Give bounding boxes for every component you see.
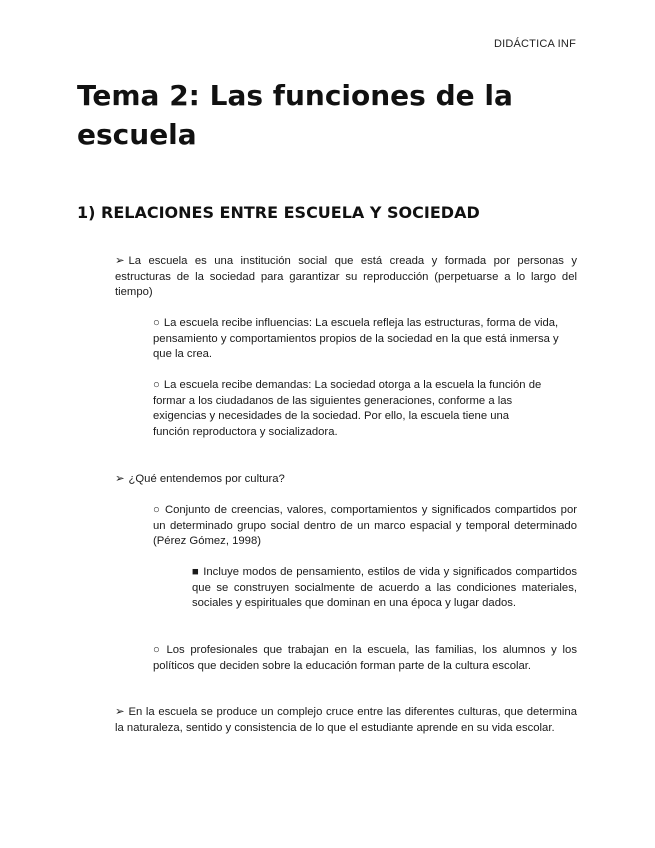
arrow-bullet-icon: ➢: [115, 255, 125, 267]
paragraph-influencias: [153, 316, 577, 363]
paragraph-text: La escuela recibe demandas: La sociedad otorga a la escuela la función de formar a los ciudadanos de las siguientes generaciones, conforme a las exigencias y necesidades de la sociedad. Por ello, la escuela tiene una función reproductora y socializadora.: [153, 379, 542, 438]
paragraph-text: Incluye modos de pensamiento, estilos de vida y significados compartidos que se construyen socialmente de acuerdo a las condiciones materiales, sociales y espirituales que dominan en una época y lugar dados.: [192, 566, 578, 610]
section-heading: 1) RELACIONES ENTRE ESCUELA Y SOCIEDAD: [77, 203, 480, 222]
circle-bullet-icon: ○: [153, 379, 160, 391]
paragraph-cultura-escolar: [153, 643, 577, 674]
circle-bullet-icon: ○: [153, 504, 161, 516]
circle-bullet-icon: ○: [153, 317, 160, 329]
paragraph-definicion-cultura: [153, 503, 577, 550]
paragraph-text: Conjunto de creencias, valores, comportamientos y significados compartidos por un determinado grupo social dentro de un marco espacial y temporal determinado (Pérez Gómez, 1998): [153, 504, 578, 548]
arrow-bullet-icon: ➢: [115, 706, 125, 718]
paragraph-modos-pensamiento: [192, 565, 577, 612]
paragraph-text: Los profesionales que trabajan en la escuela, las familias, los alumnos y los políticos que deciden sobre la educación forman parte de la cultura escolar.: [153, 644, 577, 672]
paragraph-demandas: [153, 378, 548, 440]
circle-bullet-icon: ○: [153, 644, 163, 656]
paragraph-cruce-culturas: [115, 705, 577, 736]
square-bullet-icon: ■: [192, 566, 200, 578]
paragraph-text: La escuela recibe influencias: La escuela refleja las estructuras, forma de vida, pensamiento y comportamientos propios de la sociedad en la que está inmersa y que la crea.: [153, 317, 559, 361]
paragraph-text: La escuela es una institución social que está creada y formada por personas y estructuras de la sociedad para garantizar su reproducción (perpetuarse a lo largo del tiempo): [115, 255, 577, 299]
paragraph-escuela-institucion: [115, 254, 577, 301]
page-title: Tema 2: Las funciones de la escuela: [77, 79, 513, 151]
paragraph-text: ¿Qué entendemos por cultura?: [128, 473, 285, 485]
document-header: DIDÁCTICA INF: [493, 38, 576, 50]
paragraph-pregunta-cultura: [115, 472, 577, 488]
paragraph-text: En la escuela se produce un complejo cruce entre las diferentes culturas, que determina la naturaleza, sentido y consistencia de lo que el estudiante aprende en su vida escolar.: [115, 706, 577, 734]
arrow-bullet-icon: ➢: [115, 473, 125, 485]
